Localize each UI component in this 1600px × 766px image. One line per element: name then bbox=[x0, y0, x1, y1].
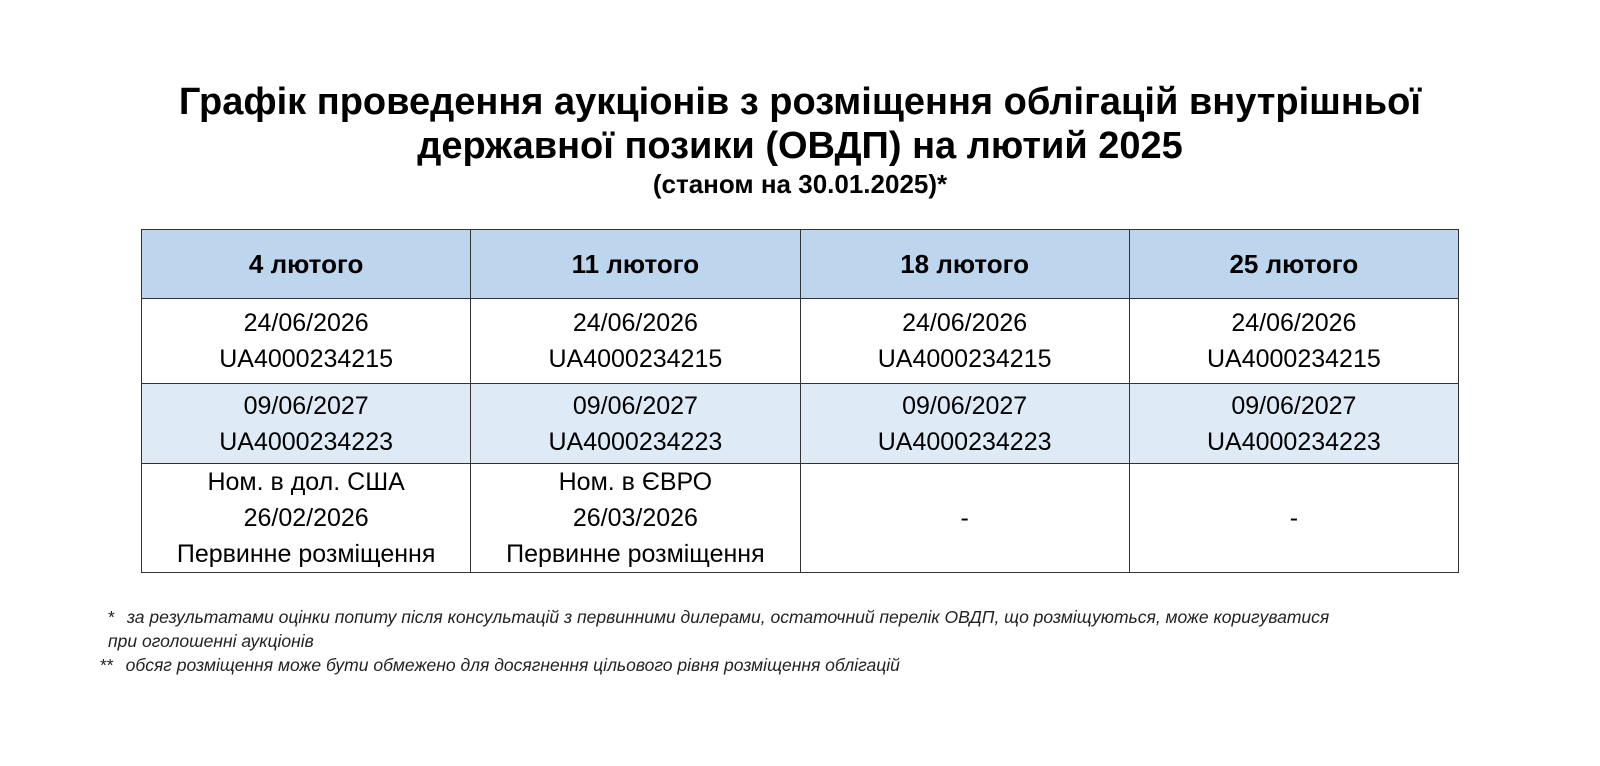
bond-isin: UA4000234223 bbox=[877, 427, 1052, 456]
page-subtitle: (станом на 30.01.2025)* bbox=[652, 169, 948, 199]
bond-isin: UA4000234215 bbox=[219, 345, 394, 373]
table-cell bbox=[142, 299, 471, 384]
table-row bbox=[142, 299, 1459, 384]
table-cell bbox=[142, 384, 471, 464]
footnote-mark: ** bbox=[100, 655, 114, 675]
table-cell bbox=[800, 464, 1129, 573]
bond-isin: UA4000234223 bbox=[548, 427, 723, 456]
footnote-text: обсяг розміщення може бути обмежено для досягнення цільового рівня розміщення облігацій bbox=[125, 655, 900, 675]
table-cell bbox=[471, 299, 800, 384]
bond-maturity-date: 26/03/2026 bbox=[572, 504, 698, 532]
bond-maturity-date: 24/06/2026 bbox=[902, 309, 1028, 337]
table-cell bbox=[471, 384, 800, 464]
title-block bbox=[0, 80, 1600, 200]
placement-type: Первинне розміщення bbox=[506, 540, 765, 568]
bond-maturity-date: 09/06/2027 bbox=[1231, 391, 1357, 420]
footnote-mark: * bbox=[108, 607, 115, 627]
bond-isin: UA4000234215 bbox=[1206, 345, 1381, 373]
bond-isin: UA4000234215 bbox=[548, 345, 723, 373]
bond-isin: UA4000234215 bbox=[877, 345, 1052, 373]
table-row bbox=[142, 384, 1459, 464]
column-header: 25 лютого bbox=[1129, 230, 1458, 299]
table-cell bbox=[471, 464, 800, 573]
table-cell bbox=[1129, 464, 1458, 573]
page-title-line-2: державної позики (ОВДП) на лютий 2025 bbox=[417, 125, 1183, 167]
table-cell bbox=[1129, 384, 1458, 464]
table-cell bbox=[1129, 299, 1458, 384]
footnote-2 bbox=[100, 653, 1520, 677]
table-cell bbox=[142, 464, 471, 573]
bond-isin: UA4000234223 bbox=[219, 427, 394, 456]
bond-maturity-date: 24/06/2026 bbox=[572, 309, 698, 337]
bond-maturity-date: 24/06/2026 bbox=[1231, 309, 1357, 337]
empty-cell-dash: - bbox=[960, 504, 969, 532]
bond-maturity-date: 26/02/2026 bbox=[243, 504, 369, 532]
placement-type: Первинне розміщення bbox=[176, 540, 436, 568]
page-title-line-1: Графік проведення аукціонів з розміщення облігацій внутрішньої bbox=[178, 81, 1422, 123]
bond-maturity-date: 24/06/2026 bbox=[243, 309, 369, 337]
footnote-text: за результатами оцінки попиту після консультацій з первинними дилерами, остаточний перелік ОВДП, що розміщуються, може коригуватися bbox=[126, 607, 1330, 627]
footnote-text: при оголошенні аукціонів bbox=[108, 631, 314, 651]
auction-schedule-table bbox=[141, 229, 1459, 573]
bond-maturity-date: 09/06/2027 bbox=[243, 391, 369, 420]
bond-maturity-date: 09/06/2027 bbox=[572, 391, 698, 420]
bond-maturity-date: 09/06/2027 bbox=[902, 391, 1028, 420]
empty-cell-dash: - bbox=[1289, 504, 1299, 532]
bond-isin: UA4000234223 bbox=[1206, 427, 1381, 456]
column-header: 11 лютого bbox=[471, 230, 800, 299]
table-row bbox=[142, 464, 1459, 573]
bond-denomination: Ном. в дол. США bbox=[207, 468, 405, 496]
table-cell bbox=[800, 384, 1129, 464]
table-cell bbox=[800, 299, 1129, 384]
column-header: 18 лютого bbox=[800, 230, 1129, 299]
column-header: 4 лютого bbox=[142, 230, 471, 299]
footnotes bbox=[100, 605, 1520, 677]
footnote-1 bbox=[100, 605, 1520, 629]
table-header-row bbox=[142, 230, 1459, 299]
bond-denomination: Ном. в ЄВРО bbox=[558, 468, 713, 496]
